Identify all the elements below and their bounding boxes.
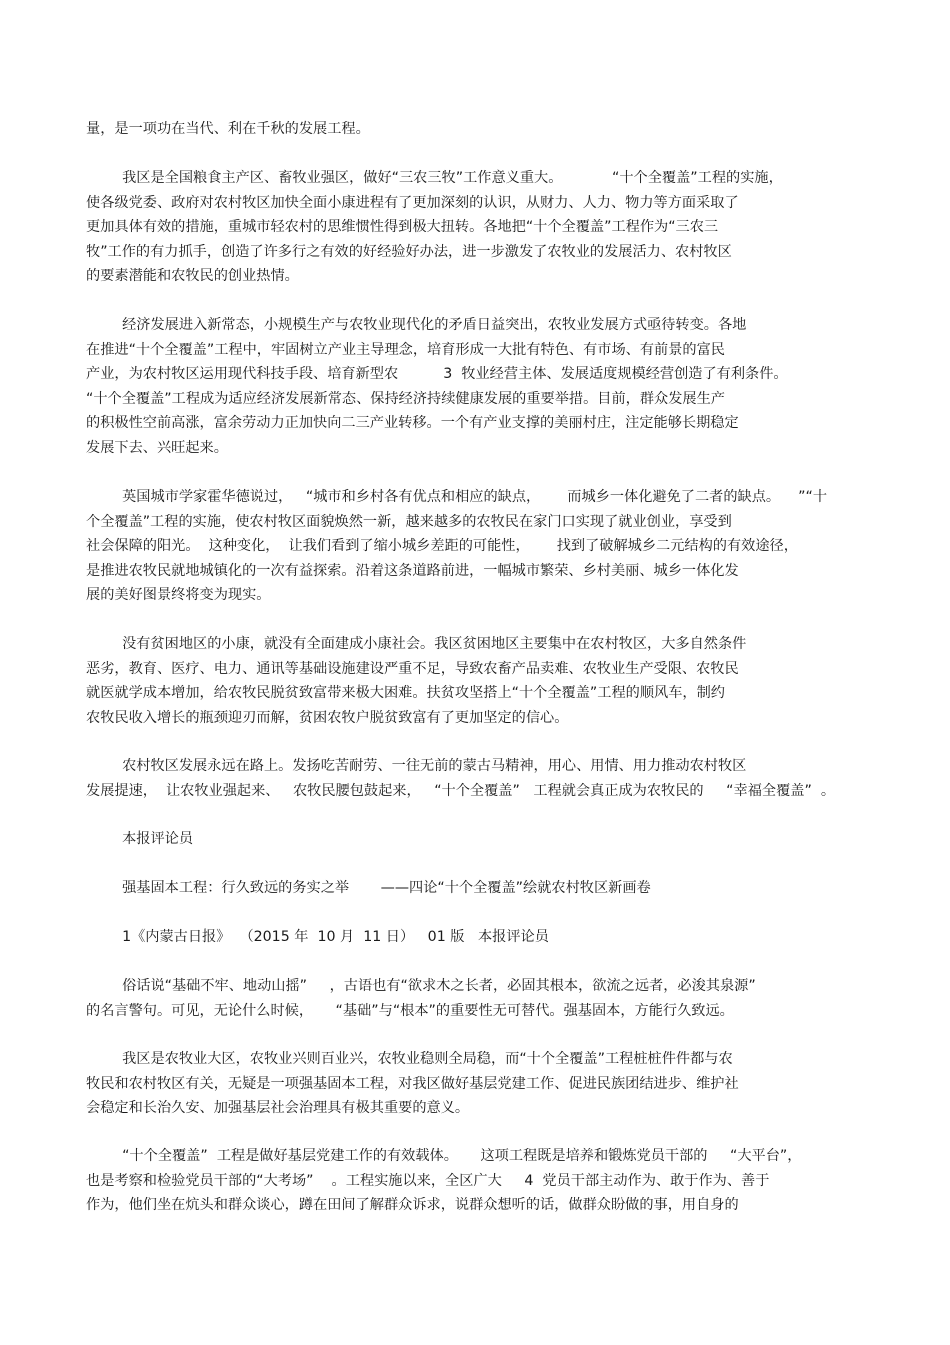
- text-line: 发展下去、兴旺起来。: [86, 439, 228, 456]
- text-line: 农牧民收入增长的瓶颈迎刃而解，贫困农牧户脱贫致富有了更加坚定的信心。: [86, 709, 569, 726]
- text-line: 量，是一项功在当代、利在千秋的发展工程。: [86, 121, 370, 137]
- text-line: 没有贫困地区的小康，就没有全面建成小康社会。我区贫困地区主要集中在农村牧区，大多自然条件: [86, 636, 747, 652]
- text-line: 强基固本工程：行久致远的务实之举 ——四论“十个全覆盖”绘就农村牧区新画卷: [86, 880, 651, 896]
- text-line: 1《内蒙古日报》 （2015 年 10 月 11 日） 01 版 本报评论员: [86, 929, 549, 945]
- paragraph: [86, 166, 866, 289]
- text-line: 也是考察和检验党员干部的“大考场” 。工程实施以来，全区广大 4 党员干部主动作为、敢于作为、善于: [86, 1172, 770, 1189]
- paragraph: [86, 1047, 866, 1121]
- source-line: [86, 925, 866, 950]
- text-line: 在推进“十个全覆盖”工程中，牢固树立产业主导理念，培育形成一大批有特色、有市场、有前景的富民: [86, 341, 725, 358]
- text-line: 的积极性空前高涨，富余劳动力正加快向二三产业转移。一个有产业支撑的美丽村庄，注定能够长期稳定: [86, 415, 739, 432]
- text-line: 更加具体有效的措施，重城市轻农村的思维惯性得到极大扭转。各地把“十个全覆盖”工程作为“三农三: [86, 219, 719, 236]
- byline: [86, 827, 866, 852]
- text-line: 我区是农牧业大区，农牧业兴则百业兴，农牧业稳则全局稳，而“十个全覆盖”工程桩桩件件都与农: [86, 1051, 733, 1067]
- text-line: 俗话说“基础不牢、地动山摇” ，古语也有“欲求木之长者，必固其根本，欲流之远者，必浚其泉源”: [86, 978, 756, 994]
- text-line: 使各级党委、政府对农村牧区加快全面小康进程有了更加深刻的认识，从财力、人力、物力等方面采取了: [86, 194, 739, 211]
- paragraph: [86, 485, 866, 608]
- text-line: 经济发展进入新常态，小规模生产与农牧业现代化的矛盾日益突出，农牧业发展方式亟待转变。各地: [86, 317, 747, 333]
- text-line: 农村牧区发展永远在路上。发扬吃苦耐劳、一往无前的蒙古马精神，用心、用情、用力推动农村牧区: [86, 758, 747, 774]
- paragraph: [86, 313, 866, 461]
- text-line: 个全覆盖”工程的实施，使农村牧区面貌焕然一新，越来越多的农牧民在家门口实现了就业创业，享受到: [86, 513, 732, 530]
- paragraph: [86, 754, 866, 803]
- article-title: [86, 876, 866, 901]
- text-line: 本报评论员: [86, 831, 194, 847]
- paragraph: [86, 974, 866, 1023]
- paragraph: [86, 117, 866, 142]
- text-line: 是推进农牧民就地城镇化的一次有益探索。沿着这条道路前进，一幅城市繁荣、乡村美丽、城乡一体化发: [86, 562, 739, 579]
- text-line: “十个全覆盖” 工程是做好基层党建工作的有效载体。 这项工程既是培养和锻炼党员干部的 “大平台”，: [86, 1148, 802, 1164]
- text-line: 发展提速， 让农牧业强起来、 农牧民腰包鼓起来， “十个全覆盖” 工程就会真正成为农牧民的 “幸福全覆盖” 。: [86, 782, 836, 799]
- text-line: 牧民和农村牧区有关，无疑是一项强基固本工程，对我区做好基层党建工作、促进民族团结进步、维护社: [86, 1075, 739, 1092]
- text-line: 的要素潜能和农牧民的创业热情。: [86, 268, 299, 285]
- text-line: 的名言警句。可见，无论什么时候， “基础”与“根本”的重要性无可替代。强基固本，方能行久致远。: [86, 1002, 734, 1019]
- text-line: 就医就学成本增加，给农牧民脱贫致富带来极大困难。扶贫攻坚搭上“十个全覆盖”工程的顺风车，制约: [86, 685, 725, 702]
- text-line: “十个全覆盖”工程成为适应经济发展新常态、保持经济持续健康发展的重要举措。目前，群众发展生产: [86, 390, 725, 407]
- text-line: 会稳定和长治久安、加强基层社会治理具有极其重要的意义。: [86, 1100, 470, 1117]
- text-line: 牧”工作的有力抓手，创造了许多行之有效的好经验好办法，进一步激发了农牧业的发展活力、农村牧区: [86, 243, 732, 260]
- text-line: 我区是全国粮食主产区、畜牧业强区，做好“三农三牧”工作意义重大。 “十个全覆盖”工程的实施，: [86, 170, 783, 186]
- text-line: 产业，为农村牧区运用现代科技手段、培育新型农 3 牧业经营主体、发展适度规模经营创造了有利条件。: [86, 366, 788, 383]
- text-line: 社会保障的阳光。 这种变化， 让我们看到了缩小城乡差距的可能性， 找到了破解城乡二元结构的有效途径，: [86, 538, 798, 555]
- text-line: 作为，他们坐在炕头和群众谈心，蹲在田间了解群众诉求，说群众想听的话，做群众盼做的事，用自身的: [86, 1197, 739, 1214]
- text-line: 恶劣，教育、医疗、电力、通讯等基础设施建设严重不足，导致农畜产品卖难、农牧业生产受限、农牧民: [86, 660, 739, 677]
- text-line: 英国城市学家霍华德说过， “城市和乡村各有优点和相应的缺点， 而城乡一体化避免了二者的缺点。 ”“十: [86, 489, 828, 505]
- paragraph: [86, 632, 866, 730]
- paragraph: [86, 1144, 866, 1218]
- text-line: 展的美好图景终将变为现实。: [86, 587, 271, 604]
